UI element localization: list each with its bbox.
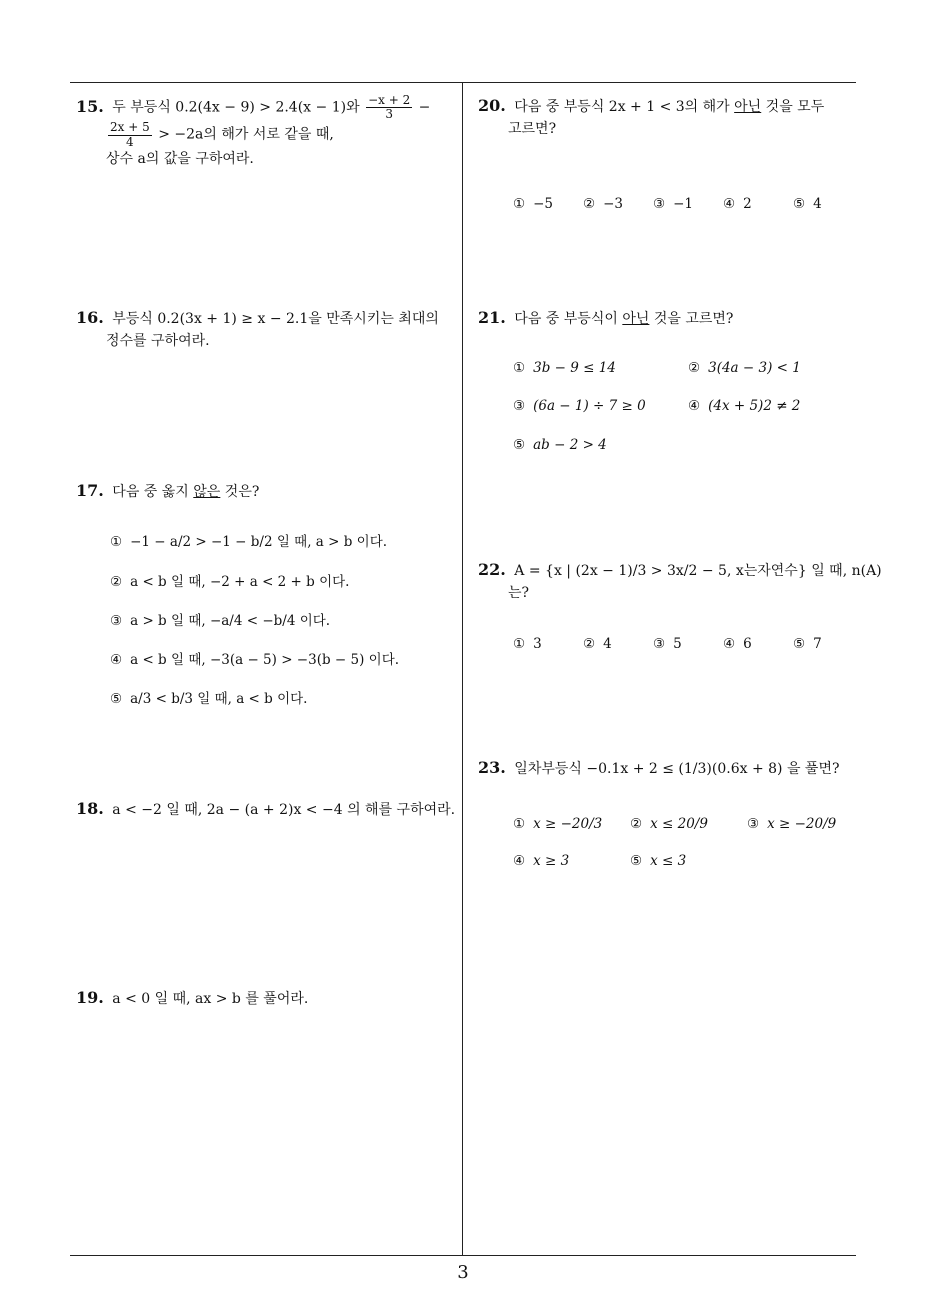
question-number: 17. xyxy=(76,481,104,500)
option-3[interactable]: ③ −1 xyxy=(653,196,694,212)
fraction: $\frac{2x + 5}{4}$ xyxy=(110,120,150,149)
question-text: a < −2 일 때, 2a − (a + 2)x < −4 의 해를 구하여라. xyxy=(112,802,456,818)
question-20: 20. 다음 중 부등식 2x + 1 < 3의 해가 아닌 것을 모두 고르면? xyxy=(478,94,858,140)
option-2[interactable]: ② 4 xyxy=(583,636,612,652)
option-4[interactable]: ④ x ≥ 3 xyxy=(513,853,570,869)
question-text: 정수를 구하여라. xyxy=(106,332,210,349)
question-text: a < 0 일 때, ax > b 를 풀어라. xyxy=(112,991,309,1007)
option-2[interactable]: ② x ≤ 20/9 xyxy=(630,816,708,832)
question-text: 부등식 0.2(3x + 1) ≥ x − 2.1을 만족시키는 최대의 xyxy=(112,311,439,327)
option-3[interactable]: ③ a > b 일 때, −a/4 < −b/4 이다. xyxy=(110,613,331,629)
option-1[interactable]: ① x ≥ −20/3 xyxy=(513,816,603,832)
option-1[interactable]: ① −5 xyxy=(513,196,554,212)
question-number: 20. xyxy=(478,96,506,115)
underlined-word: 아닌 xyxy=(622,311,650,327)
option-5[interactable]: ⑤ 7 xyxy=(793,636,822,652)
option-2[interactable]: ② a < b 일 때, −2 + a < 2 + b 이다. xyxy=(110,574,350,590)
top-rule xyxy=(70,82,856,83)
option-4[interactable]: ④ 2 xyxy=(723,196,752,212)
option-4[interactable]: ④ 6 xyxy=(723,636,752,652)
option-1[interactable]: ① 3 xyxy=(513,636,542,652)
question-number: 23. xyxy=(478,758,506,777)
underlined-word: 아닌 xyxy=(734,99,762,115)
bottom-rule xyxy=(70,1255,856,1256)
question-22 xyxy=(478,558,882,604)
question-23 xyxy=(478,756,858,781)
option-2[interactable]: ② 3(4a − 3) < 1 xyxy=(688,360,801,376)
option-3[interactable]: ③ x ≥ −20/9 xyxy=(747,816,837,832)
fraction: $\frac{-x + 2}{3}$ xyxy=(368,93,411,122)
option-1[interactable]: ① −1 − a/2 > −1 − b/2 일 때, a > b 이다. xyxy=(110,534,388,550)
question-number: 16. xyxy=(76,308,104,327)
question-text: > −2a의 해가 서로 같을 때, xyxy=(158,127,334,144)
question-19 xyxy=(76,986,456,1011)
question-number: 15. xyxy=(76,96,104,116)
question-text: 두 부등식 0.2(4x − 9) > 2.4(x − 1)와 xyxy=(112,99,360,116)
question-text: A = {x | (2x − 1)/3 > 3x/2 − 5, x는자연수} 일 때, n(A) xyxy=(514,563,882,579)
option-1[interactable]: ① 3b − 9 ≤ 14 xyxy=(513,360,616,376)
question-21: 21. 다음 중 부등식이 아닌 것을 고르면? xyxy=(478,308,734,327)
question-number: 22. xyxy=(478,560,506,579)
question-15: 15. 두 부등식 0.2(4x − 9) > 2.4(x − 1)와 $\frac{-x + 2}{3}$ − $\frac{2x + 5}{4}$ > −2a의 해가 서로 같을 때, 상수 a의 값을 구하여라. xyxy=(76,94,456,170)
option-4[interactable]: ④ (4x + 5)2 ≠ 2 xyxy=(688,398,801,414)
option-5[interactable]: ⑤ ab − 2 > 4 xyxy=(513,437,607,453)
question-18 xyxy=(76,797,456,822)
question-number: 21. xyxy=(478,308,506,327)
option-5[interactable]: ⑤ a/3 < b/3 일 때, a < b 이다. xyxy=(110,691,308,707)
question-number: 18. xyxy=(76,799,104,818)
option-5[interactable]: ⑤ x ≤ 3 xyxy=(630,853,687,869)
column-divider xyxy=(462,82,463,1256)
question-17: 17. 다음 중 옳지 않은 것은? xyxy=(76,481,260,500)
question-number: 19. xyxy=(76,988,104,1007)
question-text: 는? xyxy=(508,584,530,601)
option-5[interactable]: ⑤ 4 xyxy=(793,196,822,212)
option-2[interactable]: ② −3 xyxy=(583,196,624,212)
page-number: 3 xyxy=(457,1262,469,1283)
question-text: 고르면? xyxy=(508,120,557,137)
option-3[interactable]: ③ 5 xyxy=(653,636,682,652)
option-4[interactable]: ④ a < b 일 때, −3(a − 5) > −3(b − 5) 이다. xyxy=(110,652,400,668)
option-3[interactable]: ③ (6a − 1) ÷ 7 ≥ 0 xyxy=(513,398,646,414)
underlined-word: 않은 xyxy=(193,484,221,500)
question-text: 일차부등식 −0.1x + 2 ≤ (1/3)(0.6x + 8) 을 풀면? xyxy=(514,761,840,777)
question-16 xyxy=(76,306,456,352)
question-text: 상수 a의 값을 구하여라. xyxy=(106,150,254,167)
